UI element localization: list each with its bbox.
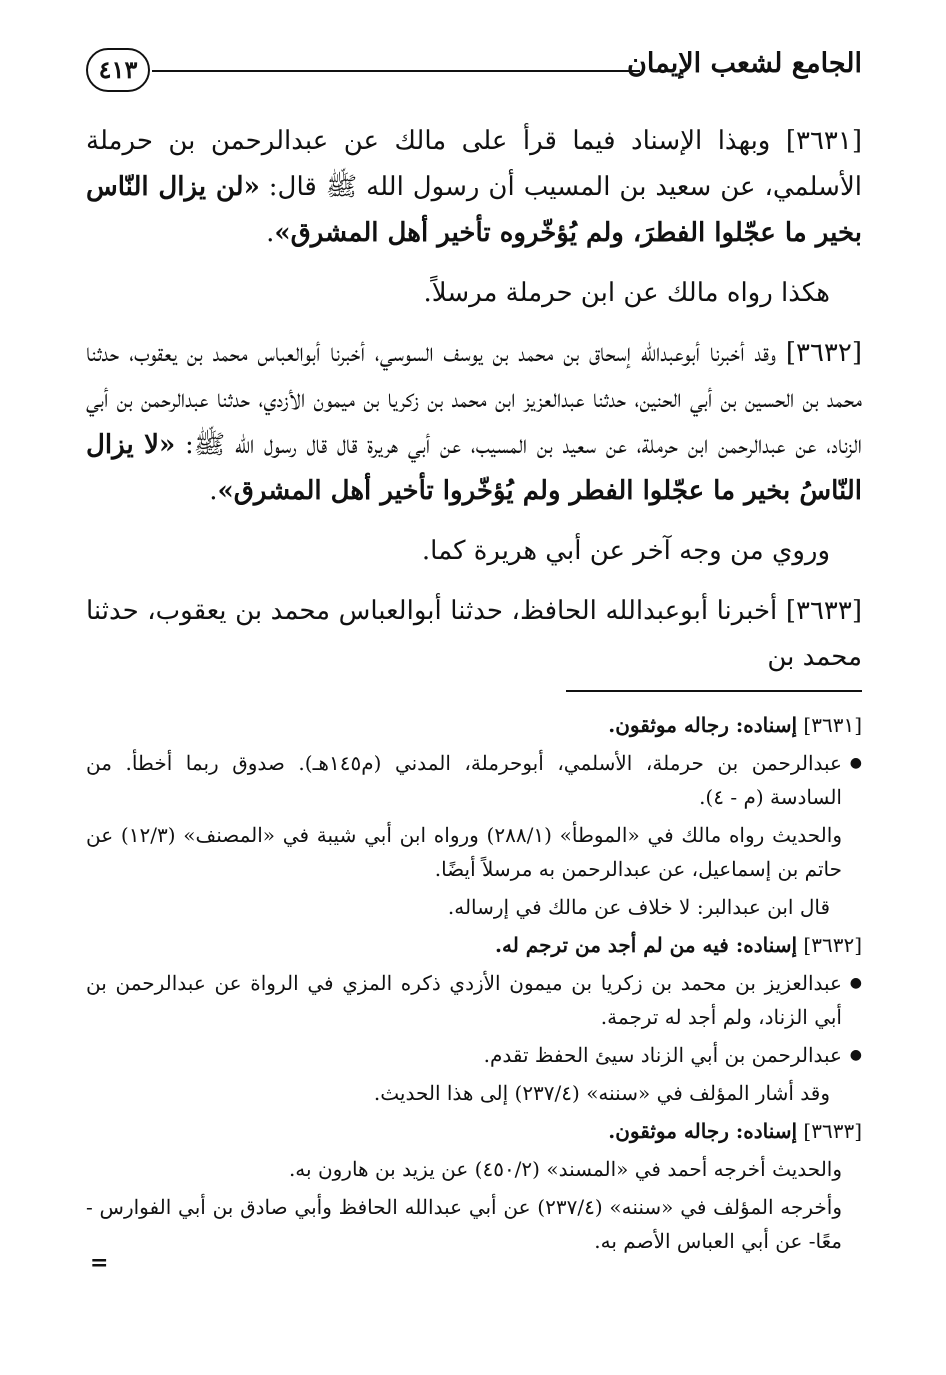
hadith-chain: وبهذا الإسناد فيما قرأ على مالك عن عبدالرحمن بن حرملة الأسلمي، عن سعيد بن المسيب أن رسول الله ﷺ قال: [86,126,863,202]
hadith-3633 [86,588,862,680]
hadith-end: . [266,218,275,248]
header-rule [152,70,640,72]
footnote-paragraph: قال ابن عبدالبر: لا خلاف عن مالك في إرساله. [447,895,830,919]
footnotes [86,708,862,1262]
footnote-divider [566,690,862,692]
footnote-paragraph: والحديث رواه مالك في «الموطأ» (٢٨٨/١) ورواه ابن أبي شيبة في «المصنف» (١٢/٣) عن حاتم بن إسماعيل، عن عبدالرحمن به مرسلاً أيضًا. [86,823,842,881]
footnote-heading [86,928,862,962]
hadith-number: [٣٦٣٣] [785,596,862,626]
hadith-chain: أخبرنا أبوعبدالله الحافظ، حدثنا أبوالعباس محمد بن يعقوب، حدثنا محمد بن [86,596,862,672]
hadith-3631 [86,118,862,256]
footnote-number: [٣٦٣٣] [803,1119,862,1143]
footnote-number: [٣٦٣١] [803,713,862,737]
commentary-paragraph: هكذا رواه مالك عن ابن حرملة مرسلاً. [423,278,830,308]
footnote-bullet: ● عبدالعزيز بن محمد بن زكريا بن ميمون الأزدي ذكره المزي في الرواة عن عبدالرحمن بن أبي الزناد، ولم أجد له ترجمة. [86,966,862,1034]
footnote-heading [86,708,862,742]
footnote-label: إسناده: رجاله موثقون. [608,713,798,737]
commentary-paragraph: وروي من وجه آخر عن أبي هريرة كما. [421,536,830,566]
footnote-number: [٣٦٣٢] [803,933,862,957]
hadith-number: [٣٦٣٢] [785,338,862,368]
continuation-mark: = [90,1250,109,1276]
footnote-label: إسناده: رجاله موثقون. [608,1119,798,1143]
hadith-quote: «لا يزال النّاسُ بخير ما عجّلوا الفطر ولم يُؤخّروا تأخير أهل المشرق» [86,430,862,506]
hadith-quote: «لن يزال النّاس بخير ما عجّلوا الفطرَ، ولم يُؤخّروه تأخير أهل المشرق» [86,172,862,248]
footnote-label: إسناده: فيه من لم أجد من ترجم له. [495,933,798,957]
book-title: الجامع لشعب الإيمان [627,48,862,79]
hadith-3632 [86,330,862,514]
page-header [86,40,862,102]
footnote-bullet: ● عبدالرحمن بن حرملة، الأسلمي، أبوحرملة، المدني (م١٤٥هـ). صدوق ربما أخطأ. من السادسة (م - ٤). [86,746,862,814]
footnote-bullet: ● عبدالرحمن بن أبي الزناد سيئ الحفظ تقدم. [86,1038,862,1072]
footnote-paragraph: وأخرجه المؤلف في «سننه» (٢٣٧/٤) عن أبي عبدالله الحافظ وأبي صادق بن أبي الفوارس - معًا- عن أبي العباس الأصم به. [86,1195,842,1253]
footnote-heading [86,1114,862,1148]
main-text [86,118,862,694]
hadith-number: [٣٦٣١] [785,126,862,156]
footnote-paragraph: وقد أشار المؤلف في «سننه» (٢٣٧/٤) إلى هذا الحديث. [373,1081,830,1105]
hadith-chain: وقد أخبرنا أبوعبدالله إسحاق بن محمد بن يوسف السوسي، أخبرنا أبوالعباس محمد بن يعقوب، حدثنا محمد بن الحسين بن أبي الحنين، حدثنا عبدالعزيز ابن محمد بن زكريا بن ميمون الأزدي، حدثنا عبدالرحمن بن أبي الزناد، عن عبدالرحمن ابن حرملة، عن سعيد بن المسيب، عن أبي هريرة قال قال رسول الله ﷺ: [86,338,862,460]
footnote-paragraph: والحديث أخرجه أحمد في «المسند» (٤٥٠/٢) عن يزيد بن هارون به. [288,1157,842,1181]
page-number-badge: ٤١٣ [86,48,150,92]
hadith-end: . [209,476,218,506]
